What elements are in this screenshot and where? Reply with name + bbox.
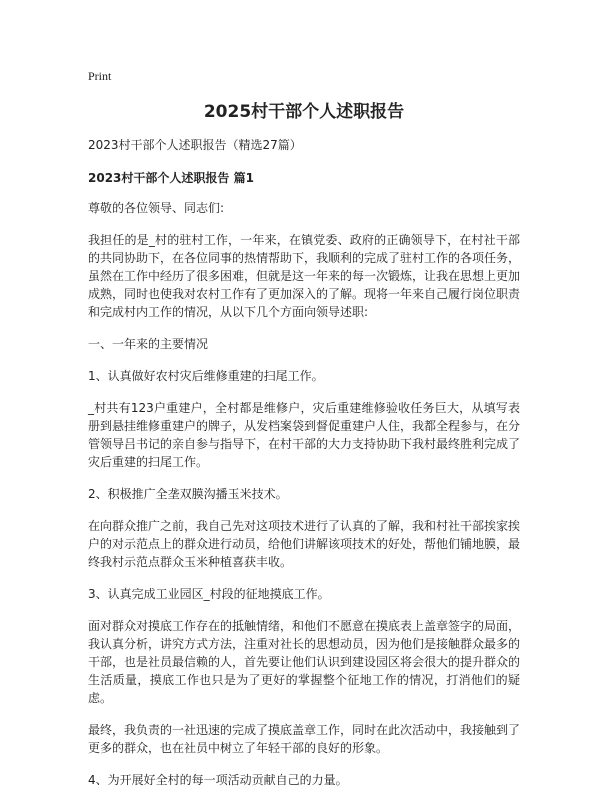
section-subheading: 一、一年来的主要情况 [88,337,209,351]
item-heading: 3、认真完成工业园区_村段的征地摸底工作。 [88,587,330,601]
body-paragraph: 在向群众推广之前，我自己先对这项技术进行了认真的了解，我和村社干部挨家挨户的对示范点上的群众进行动员，给他们讲解该项技术的好处，帮他们铺地膜，最终我村示范点群众玉米种植喜获丰收。 [88,519,521,569]
document-subtitle: 2023村干部个人述职报告（精选27篇） [88,138,302,152]
item-heading: 2、积极推广全垄双膜沟播玉米技术。 [88,487,288,501]
document-page [88,68,520,803]
salutation: 尊敬的各位领导、同志们: [88,201,225,215]
body-paragraph: 面对群众对摸底工作存在的抵触情绪，和他们不愿意在摸底表上盖章签字的局面，我认真分析，讲究方式方法，注重对社长的思想动员，因为他们是接触群众最多的干部，也是社员最信赖的人，首先要让他们认识到建设园区将会很大的提升群众的生活质量，摸底工作也只是为了更好的掌握整个征地工作的情况，打消他们的疑虑。 [88,619,521,705]
body-paragraph: _村共有123户重建户，全村都是维修户，灾后重建维修验收任务巨大，从填写表册到悬挂维修重建户的牌子，从发档案袋到督促重建户人住，我都全程参与，在分管领导吕书记的亲自参与指导下，在村干部的大力支持协助下我村最终胜利完成了灾后重建的扫尾工作。 [88,401,521,469]
item-heading: 4、为开展好全村的每一项活动贡献自己的力量。 [88,773,348,787]
intro-paragraph: 我担任的是_村的驻村工作，一年来，在镇党委、政府的正确领导下，在村社干部的共同协助下，在各位同事的热情帮助下，我顺利的完成了驻村工作的各项任务，虽然在工作中经历了很多困难，但就是这一年来的每一次锻炼，让我在思想上更加成熟，同时也使我对农村工作有了更加深入的了解。现将一年来自己履行岗位职责和完成村内工作的情况，从以下几个方面向领导述职: [88,233,521,319]
print-link[interactable]: Print [88,69,112,83]
section-heading: 2023村干部个人述职报告 篇1 [88,171,254,185]
body-paragraph: 最终，我负责的一社迅速的完成了摸底盖章工作，同时在此次活动中，我接触到了更多的群众，也在社员中树立了年轻干部的良好的形象。 [88,723,521,755]
item-heading: 1、认真做好农村灾后维修重建的扫尾工作。 [88,369,324,383]
document-title: 2025村干部个人述职报告 [203,102,405,122]
